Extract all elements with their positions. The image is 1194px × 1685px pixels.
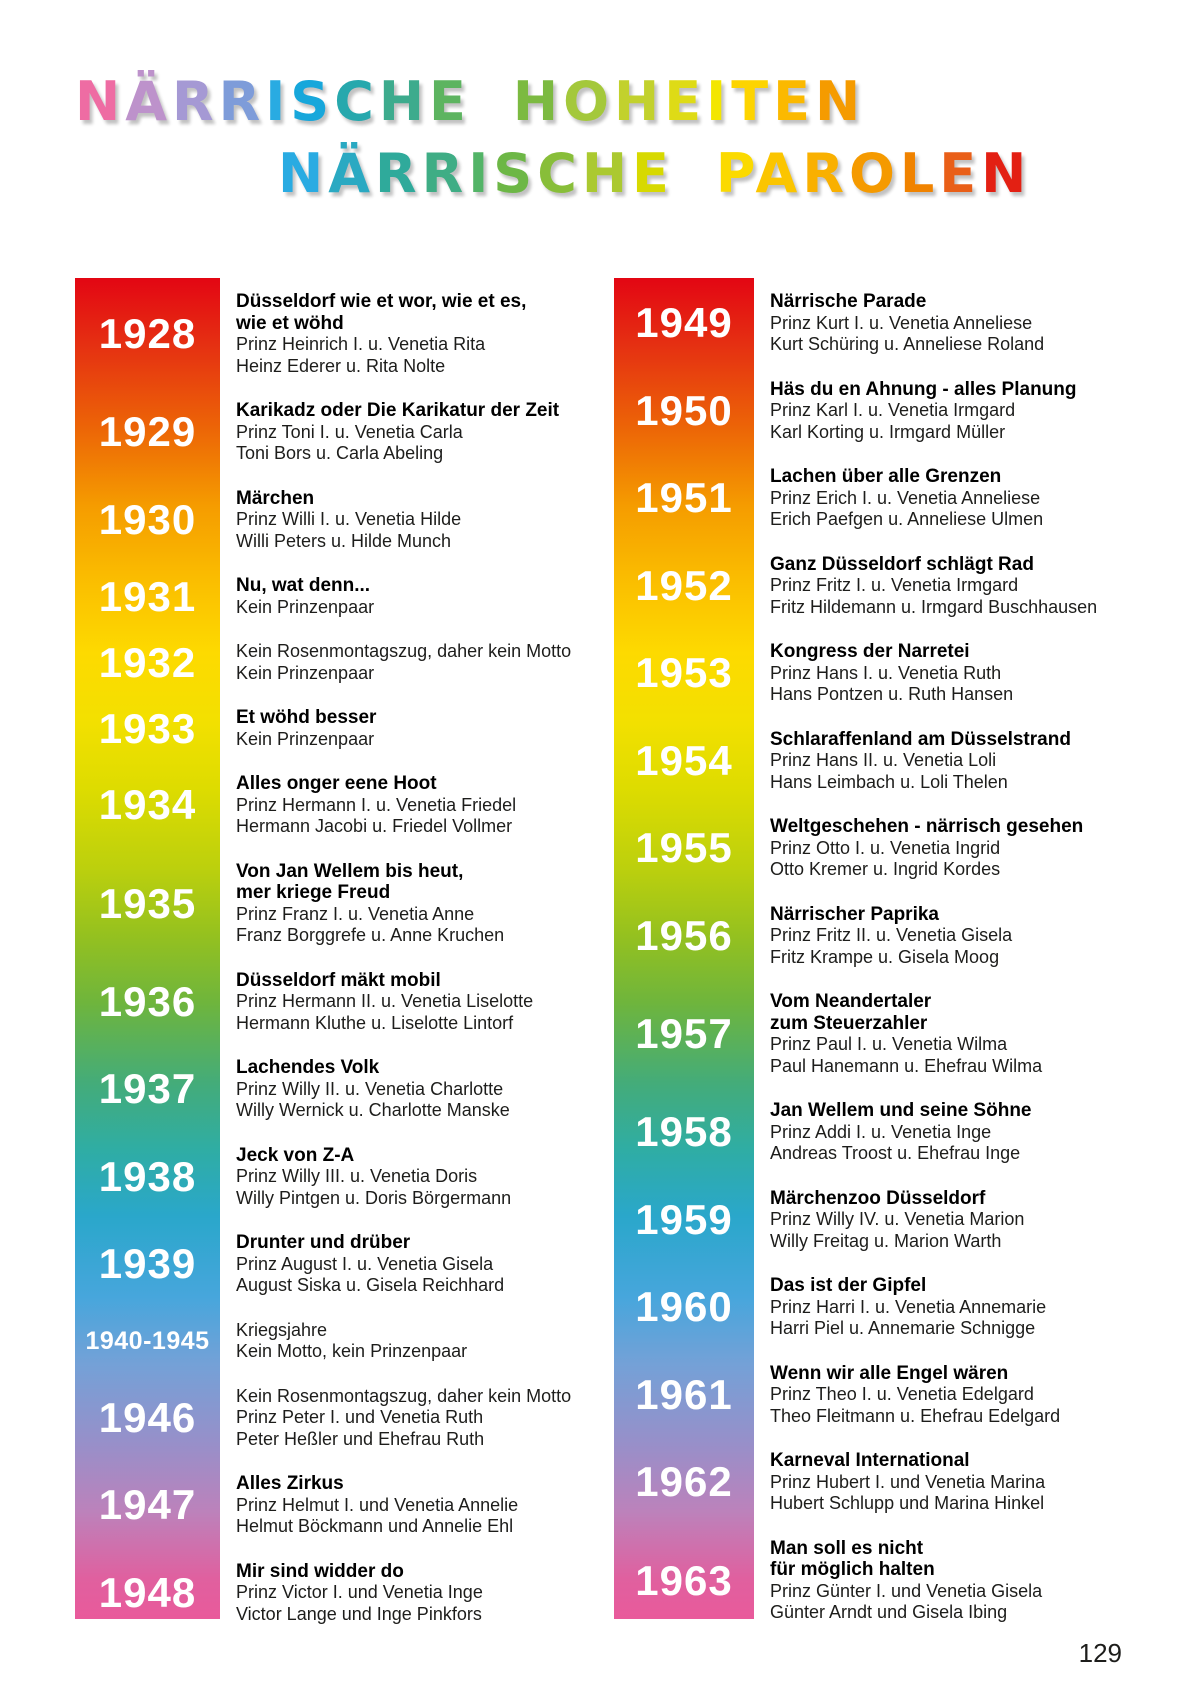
- timeline-entry: [614, 1275, 1126, 1340]
- title-letter: S: [493, 142, 538, 205]
- entry-text: [220, 1232, 504, 1297]
- timeline-column-right: [614, 278, 1126, 1624]
- entry-name-line: Fritz Hildemann u. Irmgard Buschhausen: [770, 596, 1098, 617]
- entry-year: 1956: [635, 911, 733, 959]
- timeline-entry: [75, 572, 591, 620]
- timeline-entry: [75, 1145, 591, 1210]
- entry-year: 1958: [635, 1108, 733, 1156]
- entry-motto: Häs du en Ahnung - alles Planung: [770, 378, 1077, 400]
- entry-name-line: Harri Piel u. Annemarie Schnigge: [770, 1318, 1036, 1338]
- entry-motto: Alles onger eene Hoot: [236, 773, 437, 794]
- entry-year: 1949: [635, 299, 733, 347]
- entry-text: [754, 991, 1042, 1077]
- entry-motto: Das ist der Gipfel: [770, 1275, 927, 1296]
- entry-motto: Et wöhd besser: [236, 707, 377, 728]
- entry-year: 1929: [98, 408, 197, 456]
- title-letter: H: [512, 70, 564, 133]
- entry-name-line: Prinz August I. u. Venetia Gisela: [236, 1253, 494, 1274]
- timeline-entry: [75, 861, 591, 947]
- entry-motto: Kongress der Narretei: [770, 641, 970, 662]
- entry-year: 1960: [635, 1283, 733, 1331]
- entry-text: [220, 400, 559, 465]
- entry-text: [754, 1188, 1024, 1253]
- title-letter: H: [614, 70, 665, 133]
- entry-year: 1963: [635, 1556, 733, 1604]
- timeline-entry: [75, 1561, 591, 1626]
- title-letter: E: [429, 70, 471, 133]
- entry-name-line: Erich Paefgen u. Anneliese Ulmen: [770, 509, 1044, 529]
- title-letter: Ä: [125, 70, 172, 133]
- entry-name-line: Kein Prinzenpaar: [236, 728, 375, 749]
- timeline-entry: [614, 1538, 1126, 1624]
- timeline-entry: [614, 816, 1126, 881]
- title-letter: I: [265, 70, 291, 133]
- title-letter: Ä: [328, 142, 375, 205]
- entry-name-line: Prinz Theo I. u. Venetia Edelgard: [770, 1384, 1034, 1404]
- timeline-entry: [75, 704, 591, 752]
- timeline-entry: [614, 641, 1126, 706]
- entry-year: 1959: [635, 1195, 733, 1243]
- entries-right: [614, 278, 1126, 1624]
- entry-text: [220, 641, 571, 684]
- entry-year: 1928: [98, 310, 197, 357]
- entry-name-line: Kein Motto, kein Prinzenpaar: [236, 1341, 468, 1361]
- entry-text: [754, 816, 1083, 881]
- entry-motto: Nu, wat denn...: [236, 575, 371, 596]
- entry-year: 1930: [98, 495, 197, 543]
- entry-name-line: Prinz Hubert I. und Venetia Marina: [770, 1471, 1046, 1492]
- title-letter: R: [375, 142, 422, 205]
- entry-text: [754, 1275, 1046, 1340]
- entry-motto: Vom Neandertaler: [770, 991, 932, 1012]
- entry-text: [754, 1363, 1060, 1428]
- entry-name-line: Prinz Erich I. u. Venetia Anneliese: [770, 487, 1041, 508]
- entry-name-line: Prinz Helmut I. und Venetia Annelie: [236, 1494, 519, 1515]
- entry-motto: Alles Zirkus: [236, 1473, 344, 1494]
- timeline-entry: [614, 466, 1126, 531]
- title-letter: E: [939, 142, 982, 205]
- title-letter: E: [664, 70, 707, 133]
- entry-motto: mer kriege Freud: [236, 882, 391, 903]
- entry-name-line: Prinz Willy III. u. Venetia Doris: [236, 1166, 478, 1186]
- title-letter: C: [334, 70, 379, 133]
- entry-name-line: Prinz Fritz I. u. Venetia Irmgard: [770, 575, 1019, 595]
- entry-text: [754, 1100, 1032, 1165]
- entry-name-line: Prinz Willi I. u. Venetia Hilde: [236, 509, 462, 529]
- title-letter: N: [278, 142, 329, 205]
- timeline-entry: [614, 554, 1126, 619]
- timeline-entry: [614, 991, 1126, 1077]
- entry-name-line: Hans Pontzen u. Ruth Hansen: [770, 684, 1014, 704]
- timeline-entry: [75, 1473, 591, 1538]
- timeline-entry: [75, 1057, 591, 1122]
- title-letter: R: [421, 142, 469, 205]
- title-letter: R: [172, 70, 219, 133]
- entry-motto: Düsseldorf wie et wor, wie et es,: [236, 291, 527, 312]
- entry-year: 1937: [98, 1065, 197, 1113]
- timeline-entry: [75, 1232, 591, 1297]
- entry-motto: Schlaraffenland am Düsselstrand: [770, 728, 1071, 750]
- entry-motto: Karneval International: [770, 1450, 970, 1471]
- entry-name-line: Prinz Heinrich I. u. Venetia Rita: [236, 334, 486, 354]
- title-letter: N: [814, 70, 866, 133]
- entry-year: 1961: [635, 1370, 733, 1418]
- entry-text: [220, 1386, 571, 1451]
- entry-text: [220, 707, 376, 750]
- entry-text: [754, 554, 1097, 619]
- entry-name-line: Prinz Harri I. u. Venetia Annemarie: [770, 1296, 1047, 1317]
- entry-name-line: Theo Fleitmann u. Ehefrau Edelgard: [770, 1405, 1061, 1426]
- entry-text: [754, 379, 1077, 444]
- title-letter: N: [981, 142, 1032, 205]
- entry-name-line: Prinz Hans II. u. Venetia Loli: [770, 750, 997, 770]
- entry-name-line: Prinz Hans I. u. Venetia Ruth: [770, 662, 1002, 683]
- timeline-entry: [75, 1320, 591, 1363]
- entry-name-line: Prinz Toni I. u. Venetia Carla: [236, 421, 463, 442]
- timeline-column-left: [75, 278, 591, 1625]
- entry-year: 1948: [98, 1568, 197, 1616]
- timeline-entry: [75, 773, 591, 838]
- entry-motto: Märchen: [236, 487, 315, 509]
- entry-name-line: Hermann Kluthe u. Liselotte Lintorf: [236, 1012, 514, 1033]
- entry-text: [754, 641, 1013, 706]
- entry-name-line: Prinz Franz I. u. Venetia Anne: [236, 903, 475, 924]
- entry-motto: Weltgeschehen - närrisch gesehen: [770, 816, 1084, 837]
- entry-motto: Drunter und drüber: [236, 1232, 411, 1253]
- entry-text: [754, 729, 1071, 794]
- entry-name-line: Kein Prinzenpaar: [236, 662, 375, 683]
- title-letter: H: [581, 142, 633, 205]
- entry-name-line: Günter Arndt und Gisela Ibing: [770, 1602, 1008, 1622]
- entry-text: [220, 861, 504, 947]
- entry-name-line: Fritz Krampe u. Gisela Moog: [770, 946, 1000, 967]
- entry-name-line: Prinz Hermann II. u. Venetia Liselotte: [236, 991, 534, 1011]
- entry-text: [220, 970, 533, 1035]
- entry-text: [220, 773, 516, 838]
- page-title: [0, 66, 1194, 210]
- timeline-entry: [614, 291, 1126, 356]
- entry-motto: Man soll es nicht: [770, 1537, 924, 1559]
- entry-text: [220, 1561, 483, 1626]
- timeline-entry: [614, 1450, 1126, 1515]
- timeline-entry: [75, 488, 591, 553]
- entry-name-line: Prinz Günter I. und Venetia Gisela: [770, 1580, 1043, 1601]
- entry-name-line: August Siska u. Gisela Reichhard: [236, 1275, 505, 1295]
- entry-name-line: Andreas Troost u. Ehefrau Inge: [770, 1143, 1021, 1163]
- title-letter: T: [731, 70, 774, 133]
- entry-name-line: Willy Wernick u. Charlotte Manske: [236, 1100, 510, 1120]
- timeline-entry: [614, 729, 1126, 794]
- entry-text: [220, 291, 526, 377]
- entry-name-line: Willi Peters u. Hilde Munch: [236, 530, 452, 551]
- entry-year: 1952: [635, 561, 733, 609]
- entry-name-line: Hubert Schlupp und Marina Hinkel: [770, 1493, 1045, 1513]
- entry-year: 1951: [635, 474, 733, 522]
- title-letter: I: [706, 70, 732, 133]
- entry-year: 1953: [635, 649, 733, 697]
- entry-text: [754, 466, 1043, 531]
- entry-motto: Lachendes Volk: [236, 1057, 380, 1078]
- title-letter: E: [632, 142, 674, 205]
- title-letter: P: [715, 142, 756, 205]
- entry-name-line: Prinz Otto I. u. Venetia Ingrid: [770, 837, 1001, 858]
- entry-motto: Düsseldorf mäkt mobil: [236, 969, 441, 991]
- title-letter: S: [290, 70, 335, 133]
- entry-name-line: Prinz Victor I. und Venetia Inge: [236, 1582, 483, 1602]
- entry-name-line: Hans Leimbach u. Loli Thelen: [770, 771, 1008, 792]
- timeline-entry: [75, 400, 591, 465]
- entry-text: [220, 1057, 510, 1122]
- timeline-entry: [614, 1188, 1126, 1253]
- timeline-entry: [614, 379, 1126, 444]
- entry-text: [754, 1450, 1045, 1515]
- title-line-parolen: [278, 138, 1194, 210]
- entry-year: 1936: [98, 977, 197, 1025]
- entry-text: [220, 1320, 467, 1363]
- title-letter: A: [755, 142, 803, 205]
- entry-motto: Lachen über alle Grenzen: [770, 466, 1002, 487]
- entry-text: [220, 488, 461, 553]
- title-letter: R: [802, 142, 849, 205]
- entry-name-line: Kein Prinzenpaar: [236, 596, 375, 617]
- entry-name-line: Karl Korting u. Irmgard Müller: [770, 421, 1006, 442]
- entry-name-line: Victor Lange und Inge Pinkfors: [236, 1603, 482, 1624]
- entry-year: 1954: [635, 736, 733, 784]
- title-line-hoheiten: [75, 66, 1194, 138]
- entry-name-line: Heinz Ederer u. Rita Nolte: [236, 355, 446, 376]
- entry-year: 1962: [635, 1458, 733, 1506]
- entry-year: 1947: [98, 1481, 197, 1529]
- entry-text: [754, 904, 1012, 969]
- entry-name-line: Peter Heßler und Ehefrau Ruth: [236, 1428, 485, 1449]
- title-letter: C: [537, 142, 582, 205]
- title-letter: O: [563, 70, 615, 133]
- title-letter: L: [899, 142, 940, 205]
- entry-name-line: Otto Kremer u. Ingrid Kordes: [770, 859, 1001, 879]
- entry-motto: zum Steuerzahler: [770, 1012, 928, 1034]
- entry-name-line: Prinz Willy IV. u. Venetia Marion: [770, 1209, 1025, 1229]
- timeline-entry: [75, 1386, 591, 1451]
- entry-text: [754, 291, 1044, 356]
- entry-name-line: Hermann Jacobi u. Friedel Vollmer: [236, 816, 513, 836]
- title-letter: O: [848, 142, 900, 205]
- entry-motto: Närrischer Paprika: [770, 903, 939, 925]
- entry-name-line: Kriegsjahre: [236, 1319, 328, 1340]
- entry-year: 1940-1945: [85, 1326, 210, 1355]
- entry-name-line: Prinz Willy II. u. Venetia Charlotte: [236, 1078, 504, 1099]
- entry-name-line: Toni Bors u. Carla Abeling: [236, 443, 444, 463]
- entry-year: 1931: [98, 572, 197, 620]
- entry-year: 1955: [635, 824, 733, 872]
- entry-motto: Jan Wellem und seine Söhne: [770, 1100, 1032, 1121]
- entry-motto: Mir sind widder do: [236, 1560, 404, 1582]
- entry-motto: Jeck von Z-A: [236, 1144, 355, 1166]
- title-letter: R: [218, 70, 266, 133]
- title-letter: E: [773, 70, 815, 133]
- entry-name-line: Prinz Peter I. und Venetia Ruth: [236, 1407, 484, 1427]
- entry-motto: Märchenzoo Düsseldorf: [770, 1187, 986, 1209]
- entry-name-line: Prinz Karl I. u. Venetia Irmgard: [770, 400, 1016, 420]
- entry-year: 1957: [635, 1010, 733, 1057]
- entry-name-line: Prinz Fritz II. u. Venetia Gisela: [770, 925, 1013, 945]
- timeline-entry: [75, 970, 591, 1035]
- entry-year: 1934: [98, 781, 197, 829]
- entry-name-line: Franz Borggrefe u. Anne Kruchen: [236, 925, 505, 945]
- entry-name-line: Helmut Böckmann und Annelie Ehl: [236, 1516, 514, 1536]
- timeline-entry: [614, 1363, 1126, 1428]
- entry-name-line: Prinz Paul I. u. Venetia Wilma: [770, 1034, 1008, 1054]
- entry-year: 1932: [98, 638, 197, 686]
- entries-left: [75, 278, 591, 1625]
- entry-year: 1933: [98, 704, 197, 752]
- page-number: 129: [1078, 1638, 1122, 1668]
- entry-name-line: Prinz Hermann I. u. Venetia Friedel: [236, 794, 517, 815]
- entry-name-line: Prinz Addi I. u. Venetia Inge: [770, 1121, 992, 1142]
- entry-year: 1935: [98, 879, 197, 927]
- entry-motto: für möglich halten: [770, 1559, 935, 1580]
- entry-name-line: Willy Freitag u. Marion Warth: [770, 1230, 1002, 1251]
- title-letter: H: [378, 70, 430, 133]
- entry-name-line: Prinz Kurt I. u. Venetia Anneliese: [770, 312, 1033, 333]
- entry-year: 1939: [98, 1240, 197, 1288]
- entry-year: 1946: [98, 1393, 197, 1441]
- entry-motto: Von Jan Wellem bis heut,: [236, 860, 464, 882]
- entry-name-line: Willy Pintgen u. Doris Börgermann: [236, 1187, 512, 1208]
- entry-text: [220, 575, 374, 618]
- entry-motto: Närrische Parade: [770, 291, 927, 312]
- timeline-entry: [614, 1100, 1126, 1165]
- entry-year: 1938: [98, 1152, 197, 1200]
- entry-name-line: Kein Rosenmontagszug, daher kein Motto: [236, 1385, 572, 1406]
- entry-name-line: Paul Hanemann u. Ehefrau Wilma: [770, 1055, 1043, 1076]
- entry-text: [220, 1473, 518, 1538]
- entry-motto: Karikadz oder Die Karikatur der Zeit: [236, 400, 560, 421]
- entry-motto: wie et wöhd: [236, 312, 344, 334]
- entry-text: [220, 1145, 511, 1210]
- entry-motto: Wenn wir alle Engel wären: [770, 1362, 1009, 1384]
- timeline-entry: [75, 638, 591, 686]
- title-letter: I: [468, 142, 494, 205]
- entry-name-line: Kurt Schüring u. Anneliese Roland: [770, 334, 1045, 354]
- entry-text: [754, 1538, 1042, 1624]
- title-letter: N: [75, 70, 126, 133]
- timeline-entry: [614, 904, 1126, 969]
- entry-name-line: Kein Rosenmontagszug, daher kein Motto: [236, 641, 572, 661]
- entry-motto: Ganz Düsseldorf schlägt Rad: [770, 553, 1034, 575]
- entry-year: 1950: [635, 386, 733, 434]
- timeline-entry: [75, 291, 591, 377]
